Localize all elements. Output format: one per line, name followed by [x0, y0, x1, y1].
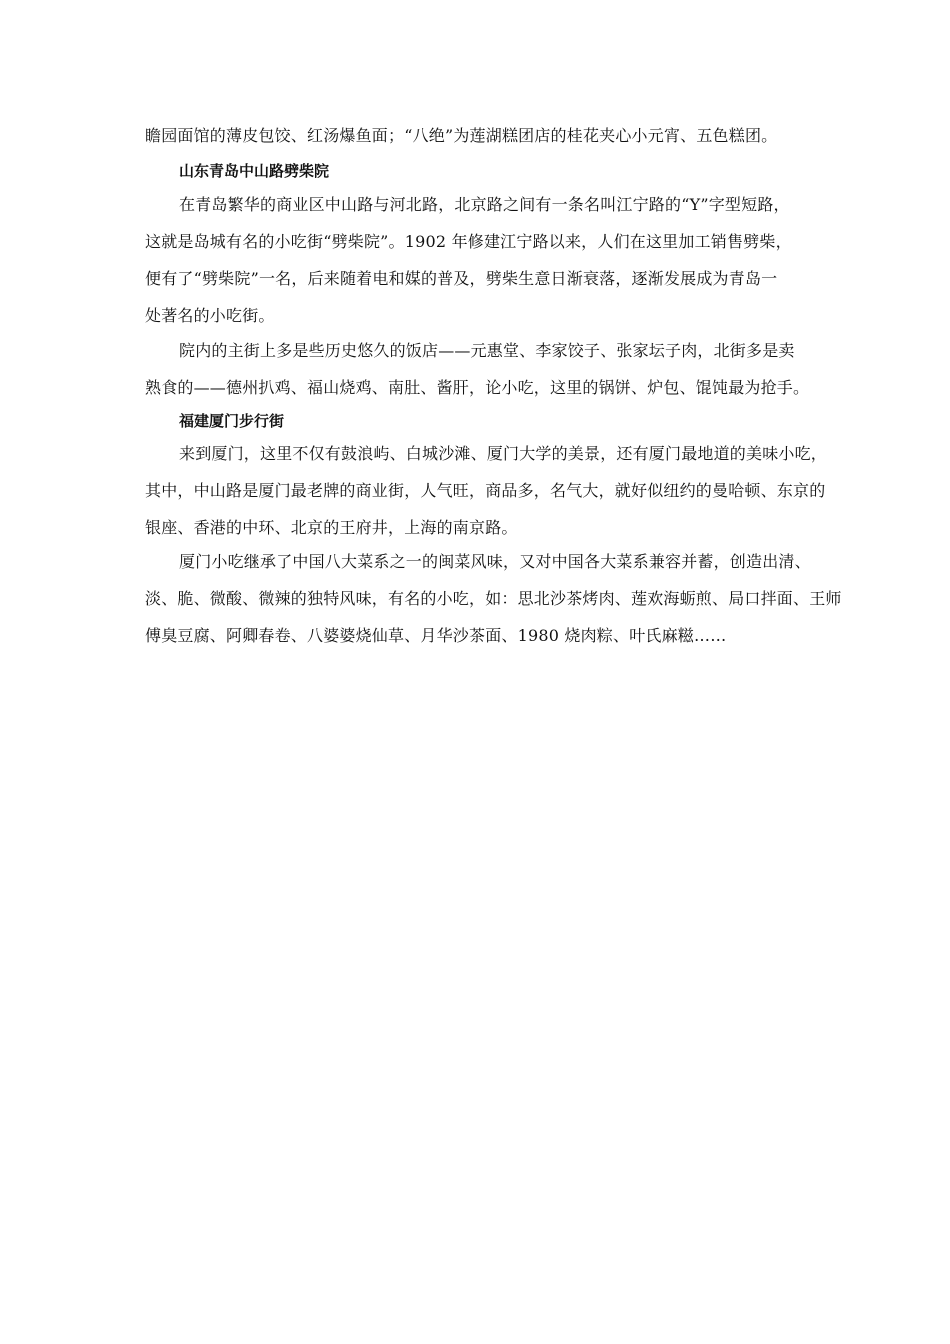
paragraph-line: 便有了“劈柴院”一名，后来随着电和媒的普及，劈柴生意日渐衰落，逐渐发展成为青岛一	[145, 269, 778, 288]
paragraph-line: 傅臭豆腐、阿卿春卷、八婆婆烧仙草、月华沙茶面、1980 烧肉粽、叶氏麻糍……	[145, 626, 727, 645]
paragraph-line: 处著名的小吃街。	[145, 306, 275, 325]
section-heading-xiamen: 福建厦门步行街	[179, 412, 285, 430]
paragraph-line: 来到厦门，这里不仅有鼓浪屿、白城沙滩、厦门大学的美景，还有厦门最地道的美味小吃，	[179, 444, 828, 463]
paragraph-line: 厦门小吃继承了中国八大菜系之一的闽菜风味，又对中国各大菜系兼容并蓄，创造出清、	[179, 552, 811, 571]
paragraph-line: 银座、香港的中环、北京的王府井，上海的南京路。	[145, 518, 518, 537]
intro-line: 瞻园面馆的薄皮包饺、红汤爆鱼面；“八绝”为莲湖糕团店的桂花夹心小元宵、五色糕团。	[145, 126, 778, 145]
paragraph-line: 淡、脆、微酸、微辣的独特风味，有名的小吃，如：思北沙茶烤肉、莲欢海蛎煎、局口拌面、王师	[145, 589, 842, 608]
section-heading-qingdao: 山东青岛中山路劈柴院	[179, 162, 330, 180]
paragraph-line: 这就是岛城有名的小吃街“劈柴院”。1902 年修建江宁路以来，人们在这里加工销售劈柴，	[145, 232, 792, 251]
paragraph-line: 在青岛繁华的商业区中山路与河北路，北京路之间有一条名叫江宁路的“Y”字型短路，	[179, 195, 790, 214]
paragraph-line: 其中，中山路是厦门最老牌的商业街，人气旺，商品多，名气大，就好似纽约的曼哈顿、东京的	[145, 481, 826, 500]
paragraph-line: 院内的主街上多是些历史悠久的饭店——元惠堂、李家饺子、张家坛子肉，北街多是卖	[179, 341, 795, 360]
paragraph-line: 熟食的——德州扒鸡、福山烧鸡、南肚、酱肝，论小吃，这里的锅饼、炉包、馄饨最为抢手。	[145, 378, 810, 397]
